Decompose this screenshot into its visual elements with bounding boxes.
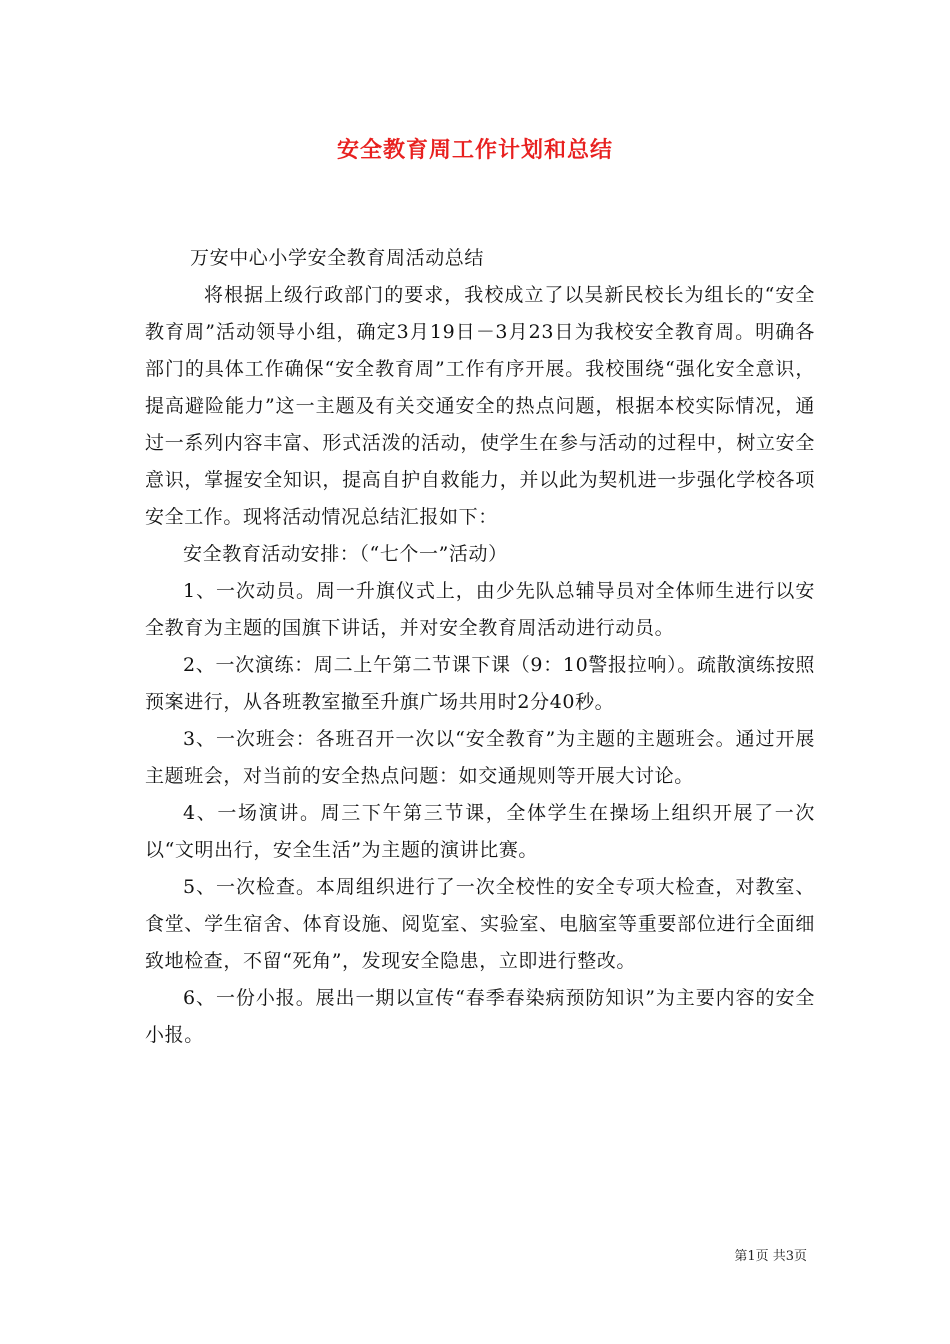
activity-schedule-heading: 安全教育活动安排：（“七个一”活动） [183, 543, 508, 565]
document-body [145, 240, 815, 1054]
activity-item-3: 3、一次班会：各班召开一次以“安全教育”为主题的主题班会。通过开展主题班会，对当前的安全热点问题：如交通规则等开展大讨论。 [145, 728, 815, 787]
activity-item-1: 1、一次动员。周一升旗仪式上，由少先队总辅导员对全体师生进行以安全教育为主题的国旗下讲话，并对安全教育周活动进行动员。 [145, 580, 815, 639]
activity-item-2: 2、一次演练：周二上午第二节课下课（9：10警报拉响）。疏散演练按照预案进行，从各班教室撤至升旗广场共用时2分40秒。 [145, 654, 815, 713]
page-number-footer: 第1页 共3页 [734, 1249, 807, 1264]
activity-item-4: 4、一场演讲。周三下午第三节课，全体学生在操场上组织开展了一次以“文明出行，安全生活”为主题的演讲比赛。 [145, 802, 815, 861]
activity-item-6: 6、一份小报。展出一期以宣传“春季春染病预防知识”为主要内容的安全小报。 [145, 987, 815, 1046]
intro-paragraph: 将根据上级行政部门的要求，我校成立了以吴新民校长为组长的“安全教育周”活动领导小组，确定3月19日－3月23日为我校安全教育周。明确各部门的具体工作确保“安全教育周”工作有序开展。我校围绕“强化安全意识，提高避险能力”这一主题及有关交通安全的热点问题，根据本校实际情况，通过一系列内容丰富、形式活泼的活动，使学生在参与活动的过程中，树立安全意识，掌握安全知识，提高自护自救能力，并以此为契机进一步强化学校各项安全工作。现将活动情况总结汇报如下： [145, 284, 815, 528]
section-heading: 万安中心小学安全教育周活动总结 [190, 247, 485, 269]
document-title: 安全教育周工作计划和总结 [336, 137, 613, 163]
activity-item-5: 5、一次检查。本周组织进行了一次全校性的安全专项大检查，对教室、食堂、学生宿舍、体育设施、阅览室、实验室、电脑室等重要部位进行全面细致地检查，不留“死角”，发现安全隐患，立即进行整改。 [145, 876, 815, 972]
